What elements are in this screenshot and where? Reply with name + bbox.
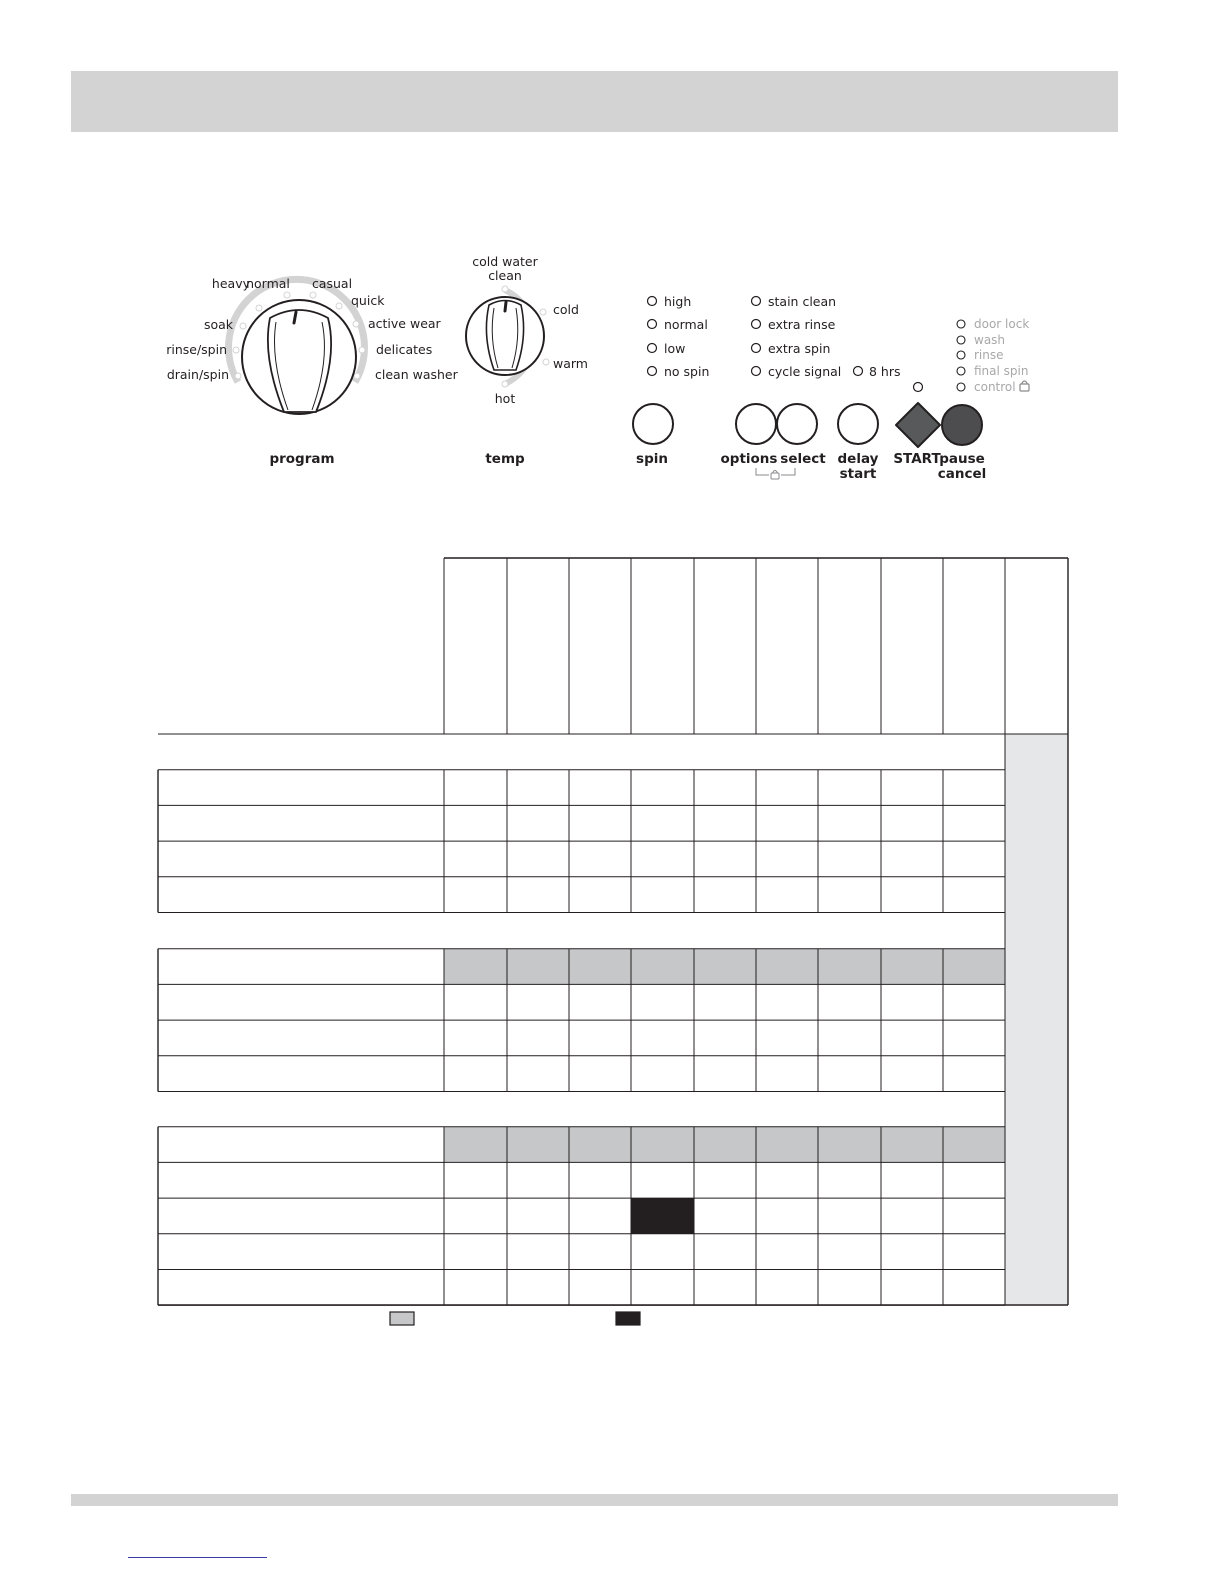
- shaded-row: [444, 1127, 1005, 1163]
- spin-option-no-spin: no spin: [664, 364, 710, 379]
- option-extra-spin: extra spin: [768, 341, 831, 356]
- program-setting-soak: soak: [203, 317, 233, 332]
- program-setting-delicates: delicates: [376, 342, 433, 357]
- legend-black-swatch: [616, 1312, 640, 1325]
- status-wash: wash: [974, 333, 1006, 347]
- start-button-label: START: [893, 451, 941, 467]
- option-cycle-signal: cycle signal: [768, 364, 842, 379]
- program-setting-heavy: heavy: [211, 276, 250, 291]
- program-setting-active-wear: active wear: [368, 316, 441, 331]
- delay-start-label-1: delay: [837, 451, 879, 467]
- pause-button-label: pause: [939, 451, 985, 467]
- status-final-spin: final spin: [974, 364, 1029, 378]
- legend-gray-swatch: [390, 1312, 414, 1325]
- shaded-row: [444, 949, 1005, 985]
- temp-setting-cold-water: cold water: [472, 254, 538, 269]
- program-setting-quick: quick: [351, 293, 385, 308]
- status-door-lock: door lock: [974, 317, 1030, 331]
- footer-band: [71, 1494, 1118, 1506]
- footer-link-underline: [128, 1557, 267, 1558]
- delay-option-8hrs: 8 hrs: [869, 364, 901, 379]
- program-setting-rinse-spin: rinse/spin: [166, 342, 227, 357]
- options-button-label: options: [720, 451, 778, 467]
- program-setting-normal: normal: [246, 276, 290, 291]
- spin-option-low: low: [664, 341, 686, 356]
- program-setting-clean-washer: clean washer: [375, 367, 458, 382]
- side-column-fill: [1005, 734, 1068, 1304]
- program-setting-drain-spin: drain/spin: [166, 367, 229, 382]
- status-control: control: [974, 380, 1016, 394]
- program-dial-title: program: [269, 451, 335, 467]
- spin-button-label: spin: [636, 451, 668, 467]
- option-extra-rinse: extra rinse: [768, 317, 836, 332]
- temp-setting-warm: warm: [553, 356, 588, 371]
- temp-dial-title: temp: [485, 451, 525, 467]
- highlighted-cell: [631, 1198, 694, 1234]
- spin-option-normal: normal: [664, 317, 708, 332]
- delay-start-label-2: start: [839, 466, 877, 482]
- temp-setting-hot: hot: [494, 391, 516, 406]
- option-stain-clean: stain clean: [768, 294, 837, 309]
- status-rinse: rinse: [974, 348, 1004, 362]
- table-legend: [390, 1312, 640, 1325]
- program-setting-casual: casual: [311, 276, 353, 291]
- table-lines: [158, 558, 1068, 1305]
- temp-setting-cold: cold: [553, 302, 579, 317]
- cancel-button-label: cancel: [937, 466, 987, 482]
- select-button-label: select: [780, 451, 826, 467]
- spin-option-high: high: [664, 294, 692, 309]
- temp-setting-clean: clean: [488, 268, 522, 283]
